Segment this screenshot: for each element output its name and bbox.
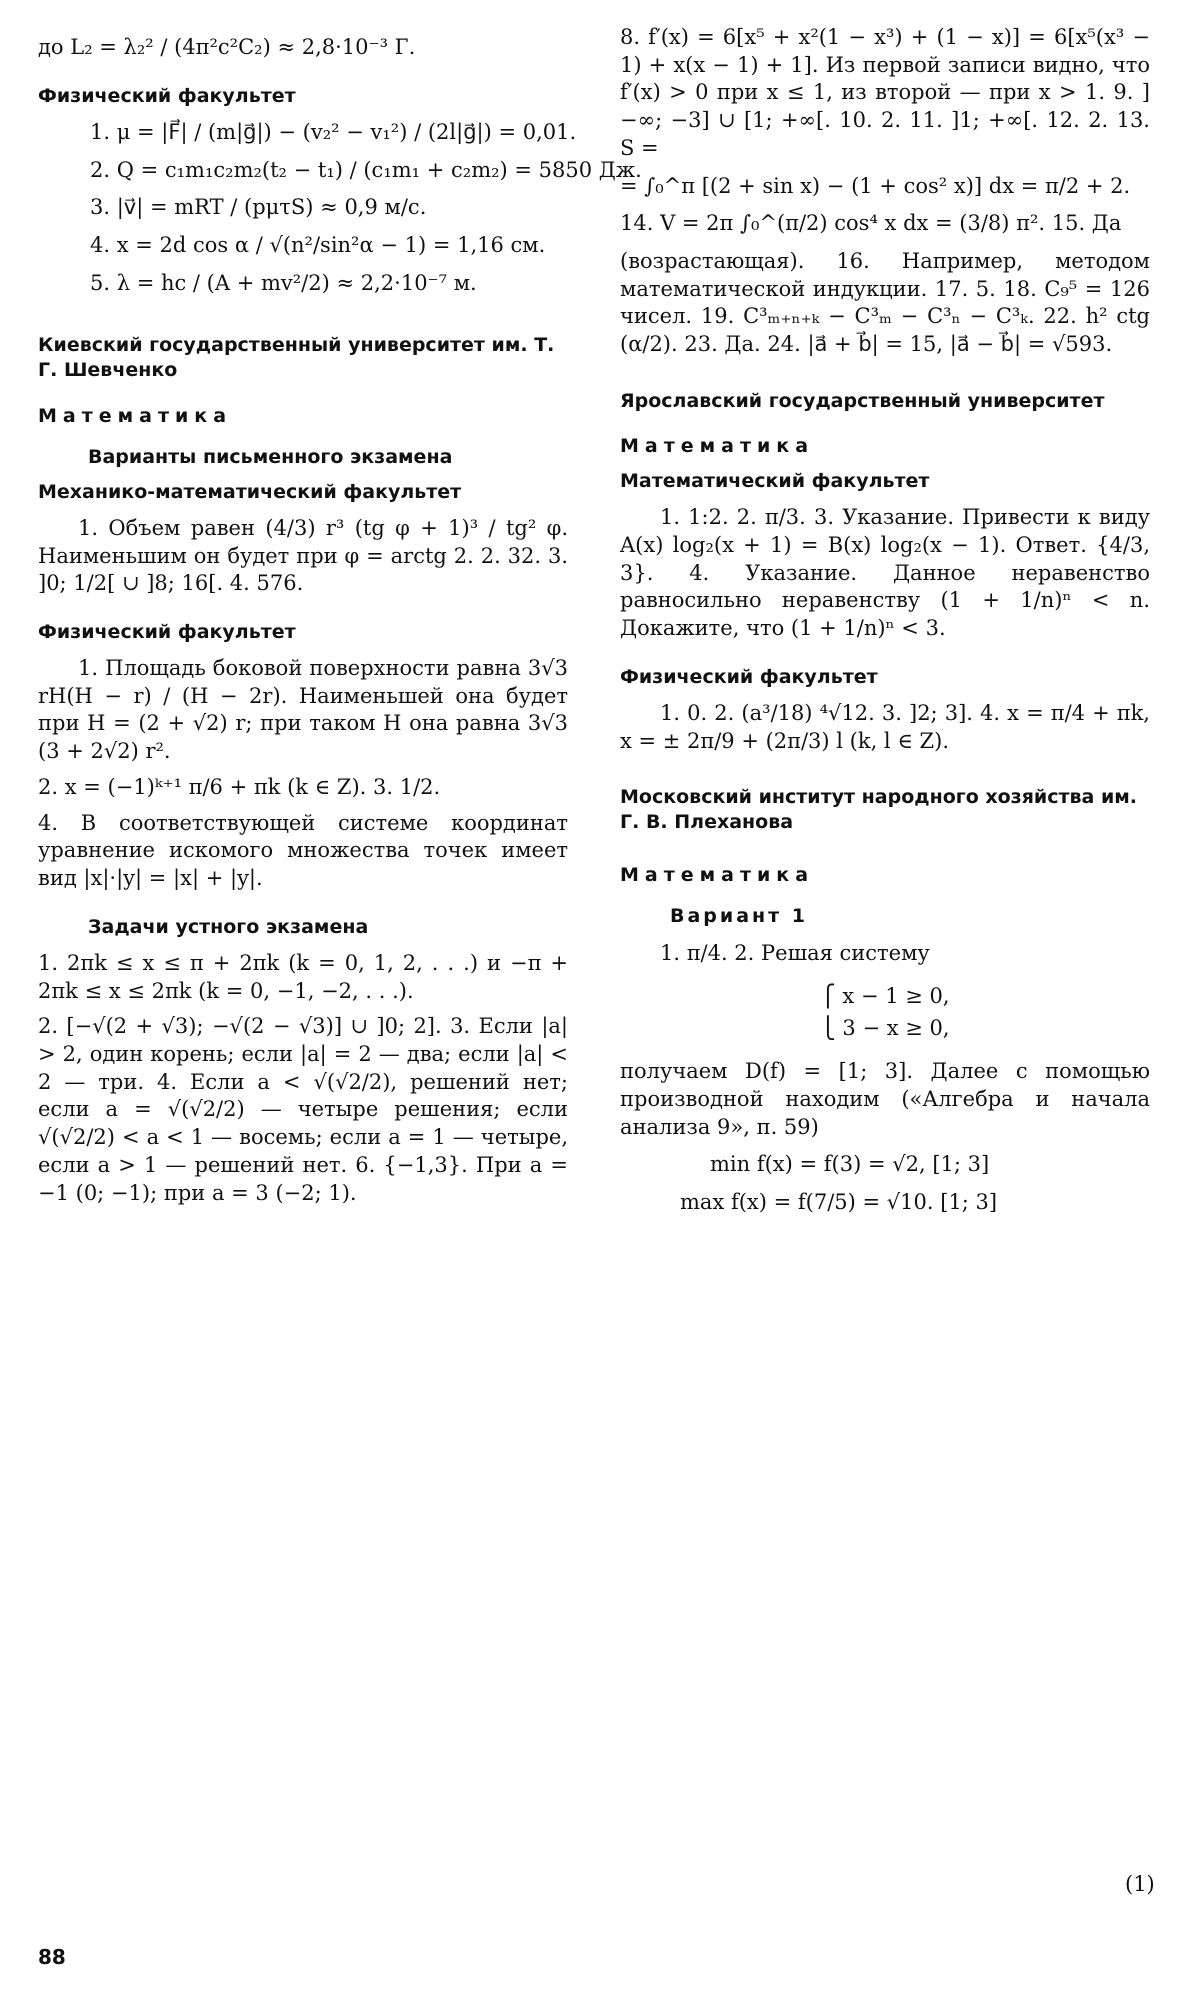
oral-answers-2-6: 2. [−√(2 + √3); −√(2 − √3)] ∪ ]0; 2]. 3. Если |a| > 2, один корень; если |a| = 2 — два; если |a| < 2 — три. 4. Если a < √(√2/2), решений нет; если a = √(√2/2) — четыре решения; если √(√2/2) < a < 1 — восемь; если a = 1 — четыре, если a > 1 — решений нет. 6. {−1,3}. При a = −1 (0; −1); при a = 3 (−2; 1). [38, 1014, 568, 1205]
heading-variant-1: Вариант 1 [670, 905, 809, 928]
math-faculty-answers: 1. 1:2. 2. π/3. 3. Указание. Привести к виду A(x) log₂(x + 1) = B(x) log₂(x − 1). Ответ. {4/3, 3}. 4. Указание. Данное неравенство равносильно неравенству (1 + 1/n)ⁿ < n. Докажите, что (1 + 1/n)ⁿ < 3. [620, 505, 1150, 641]
physics-answer-5: 5. λ = hc / (A + mv²/2) ≈ 2,2·10⁻⁷ м. [90, 270, 477, 295]
physics-answer-1: 1. μ = |F⃗| / (m|g⃗|) − (v₂² − v₁²) / (2l|g⃗|) = 0,01. [90, 119, 577, 144]
subject-heading-math: Математика [38, 404, 233, 427]
answers-8-13: 8. f′(x) = 6[x⁵ + x²(1 − x³) + (1 − x)] = 6[x⁵(x³ − 1) + x(x − 1) + 1]. Из первой записи видно, что f′(x) > 0 при x ≤ 1, из второй — при x > 1. 9. ]−∞; −3] ∪ [1; +∞[. 10. 2. 11. ]1; +∞[. 12. 2. 13. S = [620, 25, 1150, 160]
physics-answer-4-coordinates: 4. В соответствующей системе координат уравнение искомого множества точек имеет вид |x|·|y| = |x| + |y|. [38, 810, 568, 891]
physics-answer-2-3: 2. x = (−1)ᵏ⁺¹ π/6 + πk (k ∈ Z). 3. 1/2. [38, 774, 441, 799]
oral-answer-1: 1. 2πk ≤ x ≤ π + 2πk (k = 0, 1, 2, . . .) и −π + 2πk ≤ x ≤ 2πk (k = 0, −1, −2, . . .). [38, 950, 568, 1003]
system-line-1: ⎧ x − 1 ≥ 0, [820, 984, 950, 1009]
min-formula: min f(x) = f(3) = √2, [1; 3] [710, 1152, 990, 1177]
heading-math-faculty: Математический факультет [620, 470, 930, 493]
physics-faculty-answers: 1. 0. 2. (a³/18) ⁴√12. 3. ]2; 3]. 4. x = π/4 + πk, x = ± 2π/9 + (2π/3) l (k, l ∈ Z). [620, 700, 1150, 753]
domain-text: получаем D(f) = [1; 3]. Далее с помощью производной находим («Алгебра и начала анализа 9», п. 59) [620, 1059, 1150, 1139]
heading-mechmath-faculty: Механико-математический факультет [38, 480, 462, 503]
university-heading-yaroslavl: Ярославский государственный университет [620, 389, 1105, 412]
physics-answer-3: 3. |v⃗| = mRT / (pμτS) ≈ 0,9 м/с. [90, 195, 427, 220]
mechmath-answers: 1. Объем равен (4/3) r³ (tg φ + 1)³ / tg² φ. Наименьшим он будет при φ = arctg 2. 2. 32. 3. ]0; 1/2[ ∪ ]8; 16[. 4. 576. [38, 515, 568, 596]
integral-13: = ∫₀^π [(2 + sin x) − (1 + cos² x)] dx = π/2 + 2. [620, 173, 1131, 198]
physics-answer-2: 2. Q = c₁m₁c₂m₂(t₂ − t₁) / (c₁m₁ + c₂m₂) = 5850 Дж. [90, 157, 642, 182]
left-column [38, 24, 642, 1215]
university-heading-moscow: Московский институт народного хозяйства им. Г. В. Плеханова [620, 786, 1138, 834]
section-heading-physics-faculty: Физический факультет [38, 84, 296, 107]
section-heading-physics-faculty-2: Физический факультет [38, 620, 296, 643]
subject-heading-math-2: Математика [620, 434, 815, 457]
system-line-2: ⎩ 3 − x ≥ 0, [820, 1015, 950, 1040]
max-formula: max f(x) = f(7/5) = √10. [1; 3] [680, 1190, 998, 1215]
right-column [620, 24, 1150, 1227]
section-heading-physics-faculty-3: Физический факультет [620, 665, 878, 688]
inequality-system [820, 981, 1150, 1044]
inductance-formula: до L₂ = λ₂² / (4π²c²C₂) ≈ 2,8·10⁻³ Г. [38, 35, 416, 59]
integral-14: 14. V = 2π ∫₀^(π/2) cos⁴ x dx = (3/8) π². 15. Да [620, 211, 1122, 236]
page-number: 88 [38, 1945, 66, 1969]
subject-heading-math-3: Математика [620, 864, 815, 887]
answers-15-24: (возрастающая). 16. Например, методом математической индукции. 17. 5. 18. C₉⁵ = 126 чисел. 19. C³ₘ₊ₙ₊ₖ − C³ₘ − C³ₙ − C³ₖ. 22. h² ctg (α/2). 23. Да. 24. |a⃗ + b⃗| = 15, |a⃗ − b⃗| = √593. [620, 249, 1150, 357]
physics-answer-4: 4. x = 2d cos α / √(n²/sin²α − 1) = 1,16 см. [90, 232, 546, 257]
heading-written-exam: Варианты письменного экзамена [88, 445, 453, 468]
university-heading-kiev: Киевский государственный университет им. Т. Г. Шевченко [38, 334, 555, 382]
variant-answer-1-2: 1. π/4. 2. Решая систему [660, 940, 930, 965]
physics-answer-area: 1. Площадь боковой поверхности равна 3√3 rH(H − r) / (H − 2r). Наименьшей она будет при H = (2 + √2) r; при таком H она равна 3√3 (3 + 2√2) r². [38, 656, 568, 764]
heading-oral-exam: Задачи устного экзамена [88, 915, 369, 938]
equation-number: (1) [1125, 1872, 1155, 1896]
